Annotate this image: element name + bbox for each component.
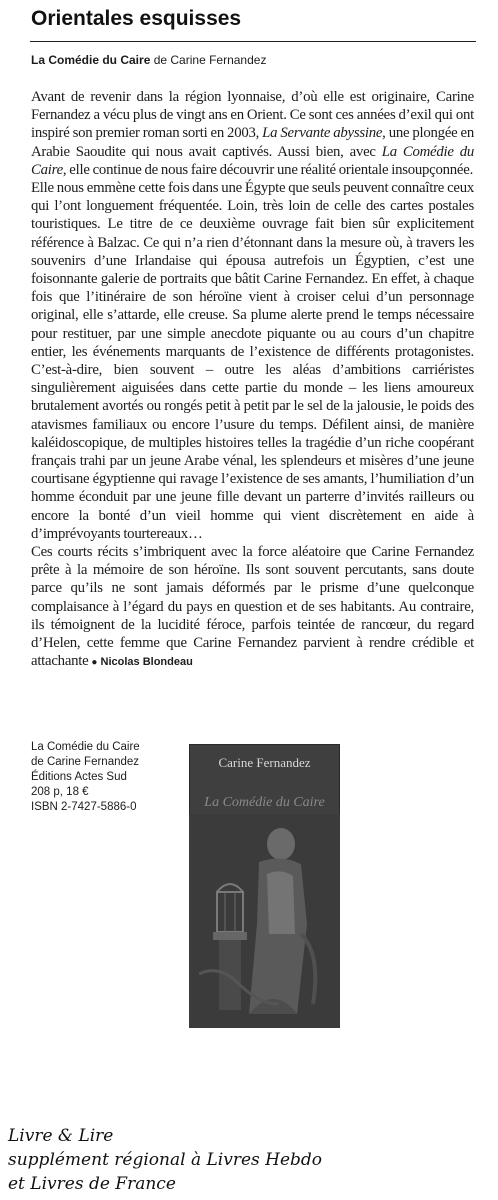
book-info-box [31,740,181,815]
article-body [31,88,474,673]
byline-bullet-icon: ● [91,657,98,669]
footer-line-supplement: supplément régional à Livres Hebdo [8,1150,323,1170]
paragraph-intro [31,88,474,179]
cover-title: La Comédie du Caire [204,795,325,810]
publication-footer [8,1124,488,1196]
book-info-title: La Comédie du Caire [31,741,140,753]
book-title-comedie: La Comédie du Caire [31,143,474,178]
article-subhead [31,52,475,68]
paragraph-recits-text: Ces courts récits s’imbriquent avec la force aléatoire que Carine Fernandez prête à la mémoire de son héroïne. Ils sont souvent percutants, sans doute parce qu’ils ne sont jamais déformés par le prisme d’une quelconque complaisance à l’égard du pays en question et de ses habitants. Au contraire, ils témoignent de la lucidité féroce, parfois teintée de rancœur, du regard d’Helen, cette femme que Carine Fernandez parvient à rendre crédible et attachante [31,544,474,670]
byline-author: Nicolas Blondeau [100,656,193,669]
footer-line-livre-lire: Livre & Lire [8,1126,114,1146]
paragraph-recits [31,543,474,672]
paragraph-egypte: Elle nous emmène cette fois dans une Égypte que seuls peuvent connaître ceux qui l’ont longuement fréquentée. Loin, très loin de celle des cartes postales touristiques. Le titre de ce deuxième ouvrage fait bien sûr explicitement référence à Balzac. Ce qui n’a rien d’étonnant dans la mesure où, à travers les souvenirs d’une Irlandaise qui épousa autrefois un Égyptien, c’est une foisonnante galerie de portraits que bâtit Carine Fernandez. En effet, à chaque fois que l’itinéraire de son héroïne vient à croiser celui d’un personnage original, elle s’attarde, elle creuse. Sa plume alerte prend le temps nécessaire pour restituer, par une simple anecdote piquante ou au cours d’un chapitre entier, les événements marquants de l’existence de différents protagonistes. C’est-à-dire, bien souvent – outre les aléas d’ambitions carriéristes singulièrement aiguisées dans cette partie du monde – les liens amoureux brutalement avortés ou rongés petit à petit par le sel de la jalousie, le poids des atavismes familiaux ou encore l’usure du temps. Défilent ainsi, de manière kaléidoscopique, de multiples histoires telles la tragédie d’un riche coopérant français trahi par un jeune Arabe vénal, les splendeurs et misères d’une jeune courtisane égyptienne qui ravage l’existence de ses amants, l’humiliation d’un homme éconduit par une jeune fille devant un parterre d’invités railleurs ou encore la bonté d’un vieil homme qui vient discrètement en aide à d’imprévoyants tourtereaux… [31,180,474,542]
book-info-price: 208 p, 18 € [31,786,89,798]
paragraph-intro-text-a: Avant de revenir dans la région lyonnaise, d’où elle est originaire, Carine Fernandez a vécu plus de vingt ans en Orient. Ce sont ces années d’exil qui ont inspiré son premier roman sorti en 2003, [31,89,474,142]
headline-rule [30,41,476,42]
book-info-isbn: ISBN 2-7427-5886-0 [31,801,137,813]
paragraph-intro-text-c: , elle continue de nous faire découvrir une réalité orientale insoupçonnée. [62,161,474,178]
paragraph-intro-text-b: , une plongée en Arabie Saoudite qui nous avait captivés. Aussi bien, avec [31,125,474,160]
cover-illustration [189,814,340,1028]
book-info-author: de Carine Fernandez [31,756,140,768]
book-info-publisher: Éditions Actes Sud [31,771,127,783]
book-title-servante: La Servante abyssine [262,125,383,142]
subhead-author: de Carine Fernandez [150,53,267,67]
footer-line-livres-france: et Livres de France [8,1174,176,1194]
book-cover-image [189,744,340,1028]
cover-author: Carine Fernandez [218,755,311,770]
subhead-book-title: La Comédie du Caire [31,53,151,67]
byline [91,656,192,668]
article-headline: Orientales esquisses [31,7,242,30]
